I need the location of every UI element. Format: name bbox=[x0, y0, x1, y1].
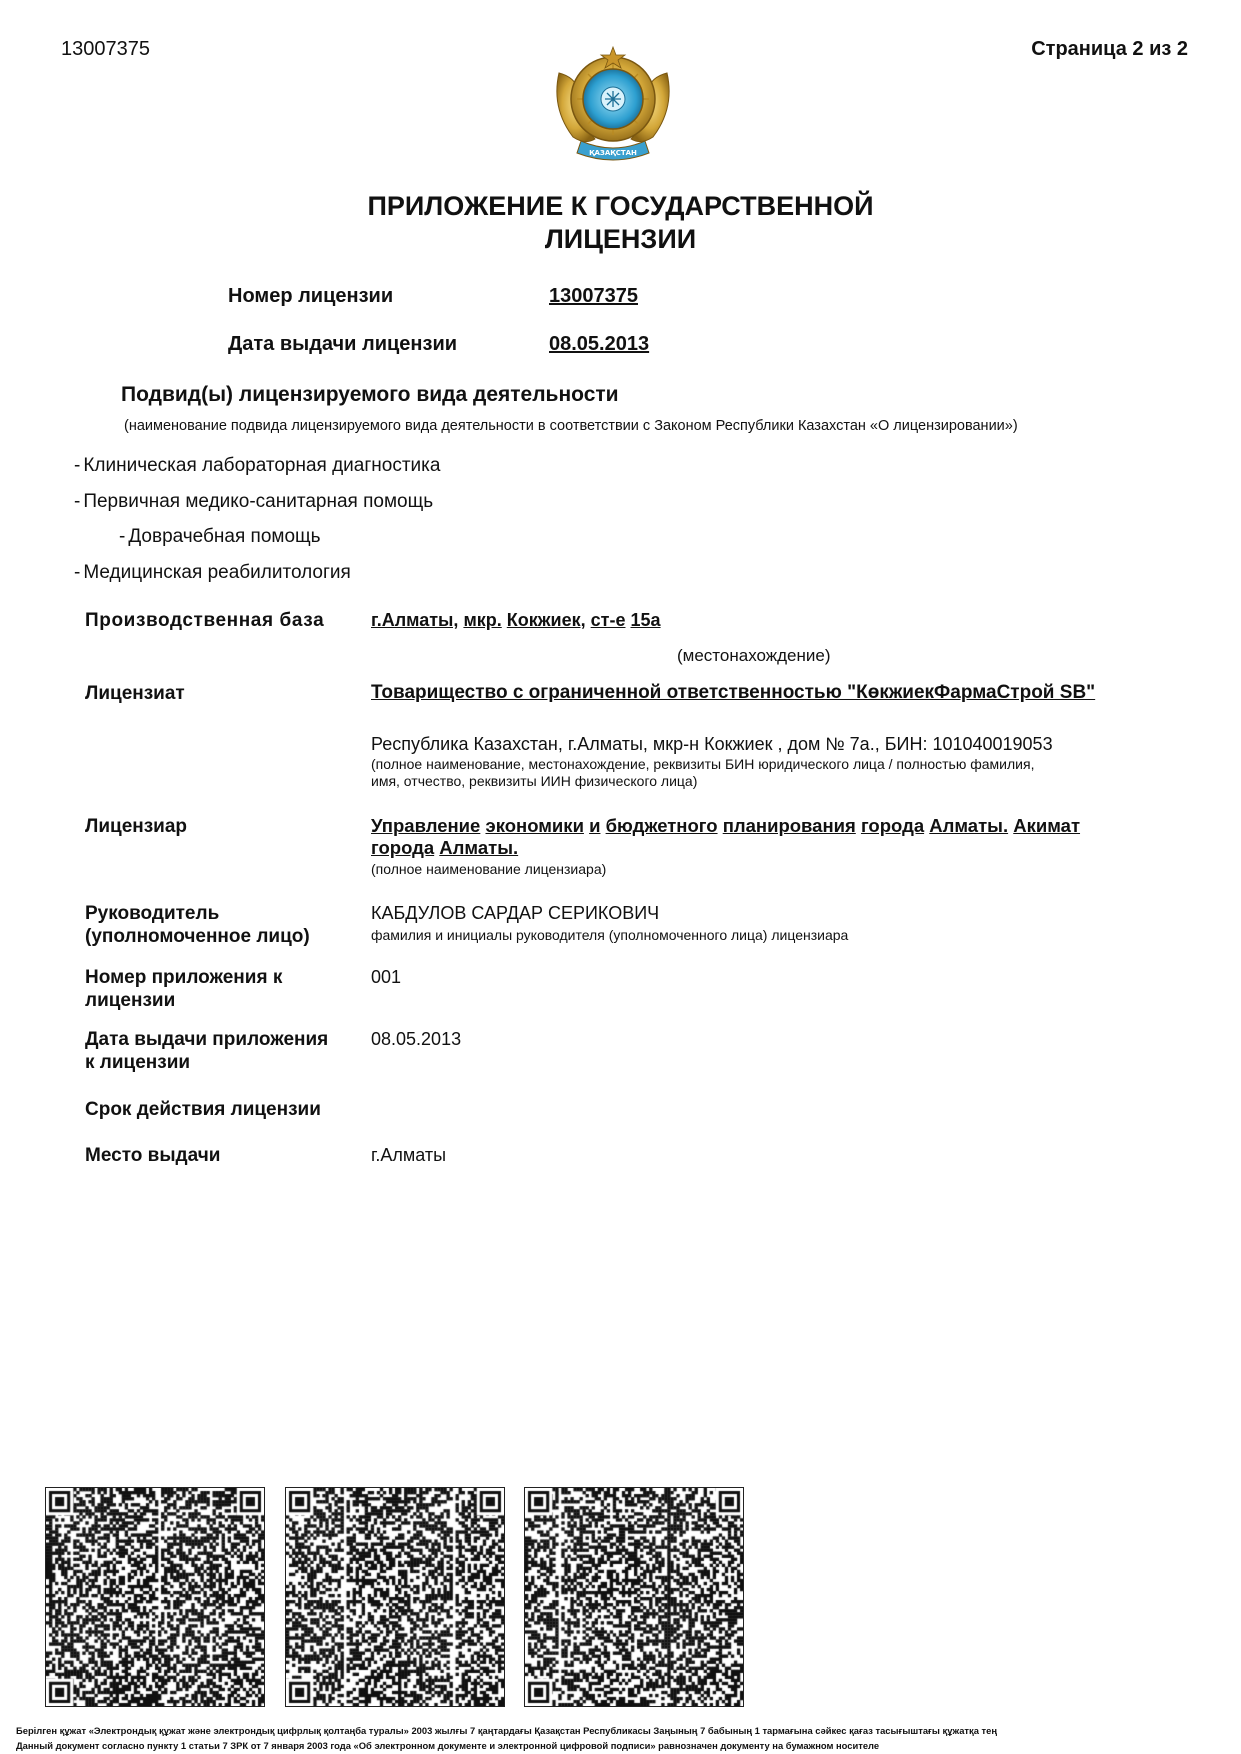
validity-label: Срок действия лицензии bbox=[85, 1099, 321, 1120]
subtypes-note: (наименование подвида лицензируемого вида деятельности в соответствии с Законом Республики Казахстан «О лицензировании») bbox=[124, 418, 1018, 434]
legal-footer-ru: Данный документ согласно пункту 1 статьи 7 ЗРК от 7 января 2003 года «Об электронном документе и электронной цифровой подписи» равнозначен документу на бумажном носителе bbox=[16, 1740, 880, 1751]
legal-footer bbox=[16, 1723, 1226, 1753]
list-item: - Клиническая лабораторная диагностика bbox=[74, 455, 441, 476]
appendix-number-value: 001 bbox=[371, 967, 402, 987]
appendix-number-label: Номер приложения к лицензии bbox=[85, 967, 283, 1011]
production-base-label: Производственная база bbox=[85, 610, 325, 631]
page-title-line-2: ЛИЦЕНЗИИ bbox=[544, 224, 697, 254]
issue-place-value: г.Алматы bbox=[371, 1145, 447, 1165]
issue-place-label: Место выдачи bbox=[85, 1145, 221, 1166]
licensor-label: Лицензиар bbox=[85, 816, 188, 837]
licensee-note: (полное наименование, местонахождение, реквизиты БИН юридического лица / полностью фамилия, имя, отчество, реквизиты ИИН физического лица) bbox=[371, 756, 1035, 789]
list-item: - Доврачебная помощь bbox=[119, 526, 321, 547]
license-date-value: 08.05.2013 bbox=[549, 333, 650, 355]
license-date-label: Дата выдачи лицензии bbox=[228, 333, 458, 355]
qr-code-2 bbox=[285, 1487, 505, 1707]
page-title bbox=[300, 190, 941, 256]
head-note: фамилия и инициалы руководителя (уполномоченного лица) лицензиара bbox=[371, 927, 849, 943]
document-number: 13007375 bbox=[61, 38, 150, 60]
head-label: Руководитель (уполномоченное лицо) bbox=[85, 903, 310, 947]
appendix-date-value: 08.05.2013 bbox=[371, 1029, 462, 1049]
qr-code-3 bbox=[524, 1487, 744, 1707]
legal-footer-kz: Берілген құжат «Электрондық құжат және электрондық цифрлық қолтаңба туралы» 2003 жылғы 7 қаңтардағы Қазақстан Республикасы Заңының 7 бабының 1 тармағына сәйкес қағаз тасығыштағы құжатқа тең bbox=[16, 1725, 997, 1736]
license-number-value: 13007375 bbox=[549, 285, 638, 307]
licensee-name: Товарищество с ограниченной ответственностью "КөкжиекФармаСтрой SB" bbox=[371, 682, 1096, 703]
page-title-line-1: ПРИЛОЖЕНИЕ К ГОСУДАРСТВЕННОЙ bbox=[367, 191, 874, 221]
emblem-ribbon-text: ҚАЗАҚСТАН bbox=[589, 149, 637, 157]
qr-code-1 bbox=[45, 1487, 265, 1707]
page-indicator: Страница 2 из 2 bbox=[1031, 38, 1188, 60]
subtypes-title: Подвид(ы) лицензируемого вида деятельности bbox=[121, 383, 619, 406]
head-name: КАБДУЛОВ САРДАР СЕРИКОВИЧ bbox=[371, 903, 660, 923]
licensor-name: Управление экономики и бюджетного планирования города Алматы. Акимат города Алматы. bbox=[371, 815, 1081, 858]
production-base-value: г.Алматы, мкр. Кокжиек, ст-е 15а bbox=[371, 610, 661, 630]
list-item: - Первичная медико-санитарная помощь bbox=[74, 491, 434, 512]
production-base-caption: (местонахождение) bbox=[677, 646, 831, 665]
appendix-date-label: Дата выдачи приложения к лицензии bbox=[85, 1029, 329, 1073]
list-item: - Медицинская реабилитология bbox=[74, 562, 351, 583]
license-number-label: Номер лицензии bbox=[228, 285, 394, 307]
licensee-label: Лицензиат bbox=[85, 683, 185, 704]
kazakhstan-emblem-icon bbox=[545, 33, 681, 169]
licensor-note: (полное наименование лицензиара) bbox=[371, 861, 607, 877]
licensee-address: Республика Казахстан, г.Алматы, мкр-н Кокжиек , дом № 7а., БИН: 101040019053 bbox=[371, 734, 1053, 754]
